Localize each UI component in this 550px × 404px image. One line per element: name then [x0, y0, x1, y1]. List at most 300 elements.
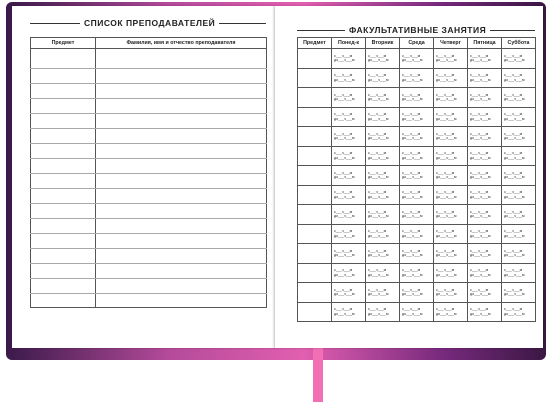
slot-from-label: с___ч___м	[436, 229, 455, 234]
slot-to-label: до___ч___м	[368, 253, 389, 258]
teacher-name-cell[interactable]	[96, 84, 267, 99]
slot-from-label: с___ч___м	[504, 53, 523, 58]
slot-to-label: до___ч___м	[504, 136, 525, 141]
slot-from-label: с___ч___м	[504, 112, 523, 117]
time-slot-thursday[interactable]	[434, 146, 468, 166]
time-slot-tuesday[interactable]	[366, 127, 400, 147]
table-row	[31, 159, 267, 174]
slot-to-label: до___ч___м	[504, 233, 525, 238]
slot-to-label: до___ч___м	[504, 253, 525, 258]
time-slot-monday[interactable]	[332, 244, 366, 264]
table-row	[31, 69, 267, 84]
teacher-name-cell[interactable]	[96, 129, 267, 144]
slot-to-label: до___ч___м	[504, 77, 525, 82]
slot-from-label: с___ч___м	[470, 73, 489, 78]
teacher-name-cell[interactable]	[96, 144, 267, 159]
slot-to-label: до___ч___м	[504, 175, 525, 180]
slot-from-label: с___ч___м	[436, 92, 455, 97]
time-slot-tuesday[interactable]	[366, 263, 400, 283]
subject-cell[interactable]	[31, 114, 96, 129]
slot-from-label: с___ч___м	[436, 248, 455, 253]
page-title: СПИСОК ПРЕПОДАВАТЕЛЕЙ	[80, 17, 219, 29]
slot-from-label: с___ч___м	[334, 92, 353, 97]
slot-to-label: до___ч___м	[504, 155, 525, 160]
slot-from-label: с___ч___м	[368, 190, 387, 195]
table-row	[298, 166, 536, 186]
slot-from-label: с___ч___м	[402, 53, 421, 58]
table-row	[298, 88, 536, 108]
slot-to-label: до___ч___м	[402, 253, 423, 258]
teacher-name-cell[interactable]	[96, 174, 267, 189]
table-row	[298, 302, 536, 322]
slot-to-label: до___ч___м	[368, 116, 389, 121]
table-row	[298, 224, 536, 244]
slot-from-label: с___ч___м	[334, 307, 353, 312]
slot-to-label: до___ч___м	[368, 194, 389, 199]
slot-to-label: до___ч___м	[504, 194, 525, 199]
slot-to-label: до___ч___м	[368, 77, 389, 82]
slot-to-label: до___ч___м	[368, 233, 389, 238]
time-slot-wednesday[interactable]	[400, 185, 434, 205]
table-row	[31, 234, 267, 249]
slot-from-label: с___ч___м	[436, 53, 455, 58]
slot-from-label: с___ч___м	[334, 151, 353, 156]
table-row	[31, 84, 267, 99]
time-slot-saturday[interactable]	[502, 49, 536, 69]
teacher-name-cell[interactable]	[96, 264, 267, 279]
column-header-friday: Пятница	[468, 38, 502, 49]
slot-from-label: с___ч___м	[436, 190, 455, 195]
time-slot-monday[interactable]	[332, 68, 366, 88]
teacher-name-cell[interactable]	[96, 189, 267, 204]
slot-to-label: до___ч___м	[470, 77, 491, 82]
subject-cell[interactable]	[31, 159, 96, 174]
table-row	[31, 54, 267, 69]
slot-from-label: с___ч___м	[368, 268, 387, 273]
time-slot-monday[interactable]	[332, 263, 366, 283]
time-slot-saturday[interactable]	[502, 244, 536, 264]
slot-to-label: до___ч___м	[436, 233, 457, 238]
slot-from-label: с___ч___м	[504, 268, 523, 273]
slot-to-label: до___ч___м	[402, 136, 423, 141]
slot-from-label: с___ч___м	[368, 112, 387, 117]
slot-from-label: с___ч___м	[436, 209, 455, 214]
slot-from-label: с___ч___м	[504, 229, 523, 234]
column-header-saturday: Суббота	[502, 38, 536, 49]
time-slot-thursday[interactable]	[434, 302, 468, 322]
time-slot-friday[interactable]	[468, 224, 502, 244]
time-slot-friday[interactable]	[468, 127, 502, 147]
slot-from-label: с___ч___м	[470, 248, 489, 253]
time-slot-saturday[interactable]	[502, 185, 536, 205]
time-slot-thursday[interactable]	[434, 283, 468, 303]
teacher-name-cell[interactable]	[96, 204, 267, 219]
table-row	[298, 49, 536, 69]
slot-to-label: до___ч___м	[436, 77, 457, 82]
slot-from-label: с___ч___м	[436, 73, 455, 78]
subject-cell[interactable]	[298, 88, 332, 108]
time-slot-tuesday[interactable]	[366, 88, 400, 108]
table-row	[31, 264, 267, 279]
column-header-wednesday: Среда	[400, 38, 434, 49]
time-slot-tuesday[interactable]	[366, 49, 400, 69]
slot-from-label: с___ч___м	[470, 229, 489, 234]
slot-to-label: до___ч___м	[402, 214, 423, 219]
teacher-name-cell[interactable]	[96, 114, 267, 129]
subject-cell[interactable]	[298, 283, 332, 303]
slot-to-label: до___ч___м	[470, 58, 491, 63]
time-slot-wednesday[interactable]	[400, 244, 434, 264]
slot-from-label: с___ч___м	[402, 209, 421, 214]
teacher-name-cell[interactable]	[96, 69, 267, 84]
slot-from-label: с___ч___м	[334, 112, 353, 117]
slot-to-label: до___ч___м	[334, 77, 355, 82]
electives-table	[297, 37, 536, 322]
subject-cell[interactable]	[298, 302, 332, 322]
subject-cell[interactable]	[31, 264, 96, 279]
slot-from-label: с___ч___м	[504, 131, 523, 136]
time-slot-tuesday[interactable]	[366, 283, 400, 303]
slot-to-label: до___ч___м	[470, 97, 491, 102]
table-row	[31, 189, 267, 204]
table-row	[31, 99, 267, 114]
teacher-name-cell[interactable]	[96, 294, 267, 308]
slot-to-label: до___ч___м	[436, 292, 457, 297]
table-row	[31, 279, 267, 294]
slot-to-label: до___ч___м	[436, 97, 457, 102]
table-row	[298, 68, 536, 88]
time-slot-saturday[interactable]	[502, 166, 536, 186]
slot-to-label: до___ч___м	[470, 155, 491, 160]
time-slot-wednesday[interactable]	[400, 224, 434, 244]
subject-cell[interactable]	[31, 54, 96, 69]
slot-from-label: с___ч___м	[402, 248, 421, 253]
time-slot-saturday[interactable]	[502, 88, 536, 108]
time-slot-tuesday[interactable]	[366, 205, 400, 225]
time-slot-tuesday[interactable]	[366, 224, 400, 244]
subject-cell[interactable]	[31, 249, 96, 264]
subject-cell[interactable]	[31, 84, 96, 99]
slot-from-label: с___ч___м	[334, 209, 353, 214]
slot-from-label: с___ч___м	[436, 307, 455, 312]
subject-cell[interactable]	[31, 294, 96, 308]
table-row	[298, 283, 536, 303]
time-slot-wednesday[interactable]	[400, 127, 434, 147]
slot-from-label: с___ч___м	[436, 268, 455, 273]
right-title-block	[297, 24, 535, 36]
slot-to-label: до___ч___м	[470, 253, 491, 258]
slot-to-label: до___ч___м	[470, 292, 491, 297]
slot-from-label: с___ч___м	[334, 170, 353, 175]
time-slot-friday[interactable]	[468, 185, 502, 205]
slot-from-label: с___ч___м	[470, 190, 489, 195]
slot-from-label: с___ч___м	[504, 190, 523, 195]
slot-to-label: до___ч___м	[402, 194, 423, 199]
time-slot-saturday[interactable]	[502, 224, 536, 244]
slot-to-label: до___ч___м	[334, 116, 355, 121]
slot-from-label: с___ч___м	[368, 151, 387, 156]
slot-to-label: до___ч___м	[470, 214, 491, 219]
time-slot-friday[interactable]	[468, 107, 502, 127]
time-slot-saturday[interactable]	[502, 146, 536, 166]
column-header-teacher-name: Фамилия, имя и отчество преподавателя	[96, 38, 267, 49]
time-slot-wednesday[interactable]	[400, 302, 434, 322]
slot-to-label: до___ч___м	[334, 292, 355, 297]
subject-cell[interactable]	[31, 144, 96, 159]
slot-to-label: до___ч___м	[504, 214, 525, 219]
slot-from-label: с___ч___м	[402, 73, 421, 78]
time-slot-wednesday[interactable]	[400, 205, 434, 225]
slot-to-label: до___ч___м	[402, 97, 423, 102]
teacher-name-cell[interactable]	[96, 249, 267, 264]
time-slot-saturday[interactable]	[502, 127, 536, 147]
teacher-name-cell[interactable]	[96, 219, 267, 234]
column-header-subject: Предмет	[31, 38, 96, 49]
slot-to-label: до___ч___м	[402, 311, 423, 316]
time-slot-monday[interactable]	[332, 185, 366, 205]
subject-cell[interactable]	[31, 129, 96, 144]
subject-cell[interactable]	[298, 146, 332, 166]
time-slot-thursday[interactable]	[434, 49, 468, 69]
slot-from-label: с___ч___м	[436, 112, 455, 117]
time-slot-friday[interactable]	[468, 146, 502, 166]
slot-to-label: до___ч___м	[402, 58, 423, 63]
time-slot-thursday[interactable]	[434, 205, 468, 225]
slot-to-label: до___ч___м	[402, 77, 423, 82]
time-slot-thursday[interactable]	[434, 166, 468, 186]
time-slot-friday[interactable]	[468, 244, 502, 264]
time-slot-friday[interactable]	[468, 166, 502, 186]
table-row	[298, 244, 536, 264]
slot-from-label: с___ч___м	[504, 287, 523, 292]
slot-from-label: с___ч___м	[504, 248, 523, 253]
slot-from-label: с___ч___м	[504, 92, 523, 97]
time-slot-saturday[interactable]	[502, 205, 536, 225]
time-slot-tuesday[interactable]	[366, 146, 400, 166]
time-slot-wednesday[interactable]	[400, 88, 434, 108]
slot-from-label: с___ч___м	[402, 229, 421, 234]
slot-to-label: до___ч___м	[436, 311, 457, 316]
left-page	[12, 6, 275, 348]
subject-cell[interactable]	[298, 166, 332, 186]
time-slot-monday[interactable]	[332, 88, 366, 108]
slot-from-label: с___ч___м	[470, 209, 489, 214]
slot-to-label: до___ч___м	[368, 97, 389, 102]
slot-from-label: с___ч___м	[470, 151, 489, 156]
subject-cell[interactable]	[298, 224, 332, 244]
time-slot-thursday[interactable]	[434, 224, 468, 244]
subject-cell[interactable]	[31, 189, 96, 204]
time-slot-wednesday[interactable]	[400, 283, 434, 303]
slot-from-label: с___ч___м	[402, 131, 421, 136]
time-slot-saturday[interactable]	[502, 68, 536, 88]
time-slot-wednesday[interactable]	[400, 263, 434, 283]
time-slot-tuesday[interactable]	[366, 166, 400, 186]
slot-from-label: с___ч___м	[368, 229, 387, 234]
slot-from-label: с___ч___м	[334, 190, 353, 195]
teacher-name-cell[interactable]	[96, 234, 267, 249]
time-slot-friday[interactable]	[468, 68, 502, 88]
slot-to-label: до___ч___м	[402, 175, 423, 180]
teacher-name-cell[interactable]	[96, 279, 267, 294]
slot-from-label: с___ч___м	[334, 268, 353, 273]
time-slot-thursday[interactable]	[434, 88, 468, 108]
teacher-name-cell[interactable]	[96, 99, 267, 114]
slot-from-label: с___ч___м	[402, 112, 421, 117]
slot-from-label: с___ч___м	[470, 268, 489, 273]
time-slot-thursday[interactable]	[434, 127, 468, 147]
time-slot-wednesday[interactable]	[400, 107, 434, 127]
time-slot-monday[interactable]	[332, 49, 366, 69]
time-slot-saturday[interactable]	[502, 263, 536, 283]
time-slot-monday[interactable]	[332, 107, 366, 127]
slot-from-label: с___ч___м	[334, 229, 353, 234]
time-slot-thursday[interactable]	[434, 244, 468, 264]
teacher-name-cell[interactable]	[96, 159, 267, 174]
slot-to-label: до___ч___м	[368, 175, 389, 180]
slot-to-label: до___ч___м	[368, 214, 389, 219]
time-slot-friday[interactable]	[468, 49, 502, 69]
time-slot-wednesday[interactable]	[400, 68, 434, 88]
teacher-name-cell[interactable]	[96, 54, 267, 69]
time-slot-tuesday[interactable]	[366, 302, 400, 322]
slot-to-label: до___ч___м	[436, 253, 457, 258]
slot-to-label: до___ч___м	[504, 97, 525, 102]
time-slot-monday[interactable]	[332, 146, 366, 166]
right-page	[275, 6, 543, 348]
time-slot-wednesday[interactable]	[400, 146, 434, 166]
slot-from-label: с___ч___м	[436, 131, 455, 136]
slot-to-label: до___ч___м	[368, 136, 389, 141]
slot-to-label: до___ч___м	[436, 155, 457, 160]
time-slot-monday[interactable]	[332, 205, 366, 225]
time-slot-thursday[interactable]	[434, 185, 468, 205]
slot-to-label: до___ч___м	[470, 233, 491, 238]
slot-to-label: до___ч___м	[334, 272, 355, 277]
time-slot-tuesday[interactable]	[366, 185, 400, 205]
slot-from-label: с___ч___м	[470, 92, 489, 97]
time-slot-monday[interactable]	[332, 302, 366, 322]
slot-from-label: с___ч___м	[368, 248, 387, 253]
slot-to-label: до___ч___м	[368, 311, 389, 316]
time-slot-friday[interactable]	[468, 205, 502, 225]
slot-to-label: до___ч___м	[334, 214, 355, 219]
time-slot-monday[interactable]	[332, 166, 366, 186]
slot-from-label: с___ч___м	[334, 248, 353, 253]
table-row	[31, 114, 267, 129]
time-slot-friday[interactable]	[468, 283, 502, 303]
slot-to-label: до___ч___м	[334, 175, 355, 180]
time-slot-tuesday[interactable]	[366, 68, 400, 88]
time-slot-wednesday[interactable]	[400, 166, 434, 186]
slot-to-label: до___ч___м	[368, 292, 389, 297]
subject-cell[interactable]	[298, 68, 332, 88]
slot-to-label: до___ч___м	[436, 194, 457, 199]
slot-to-label: до___ч___м	[470, 175, 491, 180]
slot-from-label: с___ч___м	[368, 307, 387, 312]
subject-cell[interactable]	[298, 244, 332, 264]
subject-cell[interactable]	[31, 234, 96, 249]
slot-to-label: до___ч___м	[402, 155, 423, 160]
subject-cell[interactable]	[31, 279, 96, 294]
time-slot-tuesday[interactable]	[366, 107, 400, 127]
slot-to-label: до___ч___м	[402, 233, 423, 238]
slot-from-label: с___ч___м	[504, 209, 523, 214]
slot-from-label: с___ч___м	[470, 307, 489, 312]
slot-from-label: с___ч___м	[402, 190, 421, 195]
subject-cell[interactable]	[298, 263, 332, 283]
slot-from-label: с___ч___м	[334, 53, 353, 58]
column-header-subject: Предмет	[298, 38, 332, 49]
table-row	[298, 185, 536, 205]
slot-from-label: с___ч___м	[368, 92, 387, 97]
subject-cell[interactable]	[31, 204, 96, 219]
slot-from-label: с___ч___м	[368, 73, 387, 78]
table-row	[31, 219, 267, 234]
subject-cell[interactable]	[31, 69, 96, 84]
time-slot-friday[interactable]	[468, 302, 502, 322]
table-row	[298, 146, 536, 166]
slot-to-label: до___ч___м	[334, 97, 355, 102]
slot-to-label: до___ч___м	[470, 136, 491, 141]
table-row	[31, 294, 267, 308]
subject-cell[interactable]	[298, 127, 332, 147]
slot-from-label: с___ч___м	[368, 209, 387, 214]
time-slot-monday[interactable]	[332, 224, 366, 244]
time-slot-monday[interactable]	[332, 127, 366, 147]
subject-cell[interactable]	[298, 49, 332, 69]
slot-to-label: до___ч___м	[334, 155, 355, 160]
subject-cell[interactable]	[31, 174, 96, 189]
left-title-block	[30, 17, 266, 29]
table-row	[31, 204, 267, 219]
slot-from-label: с___ч___м	[368, 131, 387, 136]
slot-to-label: до___ч___м	[470, 116, 491, 121]
time-slot-thursday[interactable]	[434, 263, 468, 283]
slot-to-label: до___ч___м	[504, 116, 525, 121]
time-slot-thursday[interactable]	[434, 107, 468, 127]
table-row	[298, 263, 536, 283]
slot-to-label: до___ч___м	[436, 58, 457, 63]
time-slot-monday[interactable]	[332, 283, 366, 303]
slot-from-label: с___ч___м	[334, 73, 353, 78]
subject-cell[interactable]	[31, 99, 96, 114]
slot-to-label: до___ч___м	[368, 58, 389, 63]
subject-cell[interactable]	[298, 205, 332, 225]
slot-from-label: с___ч___м	[334, 131, 353, 136]
time-slot-friday[interactable]	[468, 263, 502, 283]
bookmark-ribbon[interactable]	[313, 340, 323, 402]
subject-cell[interactable]	[298, 185, 332, 205]
time-slot-saturday[interactable]	[502, 107, 536, 127]
slot-from-label: с___ч___м	[402, 287, 421, 292]
slot-from-label: с___ч___м	[368, 287, 387, 292]
slot-to-label: до___ч___м	[436, 214, 457, 219]
subject-cell[interactable]	[298, 107, 332, 127]
time-slot-tuesday[interactable]	[366, 244, 400, 264]
slot-from-label: с___ч___м	[504, 73, 523, 78]
time-slot-saturday[interactable]	[502, 302, 536, 322]
time-slot-friday[interactable]	[468, 88, 502, 108]
subject-cell[interactable]	[31, 219, 96, 234]
time-slot-thursday[interactable]	[434, 68, 468, 88]
column-header-monday: Понед-к	[332, 38, 366, 49]
slot-to-label: до___ч___м	[470, 194, 491, 199]
time-slot-wednesday[interactable]	[400, 49, 434, 69]
time-slot-saturday[interactable]	[502, 283, 536, 303]
table-row	[31, 144, 267, 159]
slot-from-label: с___ч___м	[470, 170, 489, 175]
